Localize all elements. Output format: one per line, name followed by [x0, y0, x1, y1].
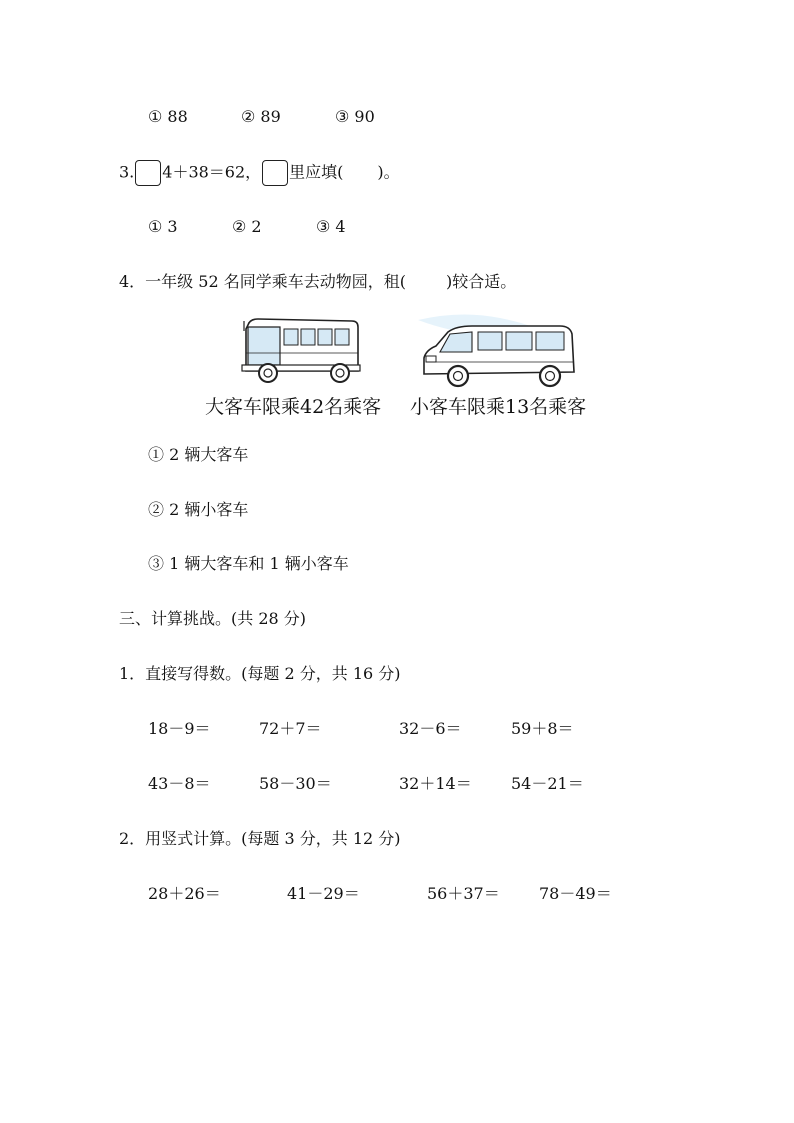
big-bus-icon — [240, 315, 365, 387]
q3-option-1: ① 3 — [148, 217, 178, 236]
oral-calc-item: 54－21＝ — [511, 774, 584, 793]
vertical-calc-item: 56＋37＝ — [427, 884, 500, 903]
oral-calc-item: 32－6＝ — [399, 719, 462, 738]
oral-calc-item: 43－8＝ — [148, 774, 211, 793]
q2-option-1: ① 88 — [148, 107, 188, 126]
oral-calc-item: 72＋7＝ — [259, 719, 322, 738]
oral-calc-item: 32＋14＝ — [399, 774, 472, 793]
q2-option-2: ② 89 — [241, 107, 281, 126]
q2-option-3: ③ 90 — [335, 107, 375, 126]
section3-title: 三、计算挑战。(共 28 分) — [119, 609, 307, 628]
q4-option-2: ② 2 辆小客车 — [148, 500, 249, 519]
q4-stem — [119, 270, 516, 294]
oral-calc-item: 58－30＝ — [259, 774, 332, 793]
q3-blank-box-1 — [135, 160, 161, 186]
small-bus-icon — [410, 312, 580, 392]
q3-option-3: ③ 4 — [316, 217, 346, 236]
vertical-calc-item: 78－49＝ — [539, 884, 612, 903]
q4-option-1: ① 2 辆大客车 — [148, 445, 249, 464]
q3-blank-box-2 — [262, 160, 288, 186]
q4-option-3: ③ 1 辆大客车和 1 辆小客车 — [148, 554, 349, 573]
q3-question-a: 里应填( — [289, 162, 344, 182]
q3-stem — [119, 160, 400, 184]
q4-stem-a: 4．一年级 52 名同学乘车去动物园，租( — [119, 272, 406, 291]
big-bus-caption: 大客车限乘42名乘客 — [205, 396, 382, 418]
vertical-calc-item: 28＋26＝ — [148, 884, 221, 903]
q4-stem-b: )较合适。 — [445, 272, 517, 291]
q3-equation: 4＋38＝62， — [162, 162, 262, 182]
q3-question-b: )。 — [377, 162, 400, 182]
q3-option-2: ② 2 — [232, 217, 262, 236]
vertical-calc-item: 41－29＝ — [287, 884, 360, 903]
q3-number: 3. — [119, 162, 135, 182]
section3-sub1: 1．直接写得数。(每题 2 分，共 16 分) — [119, 664, 401, 683]
oral-calc-item: 59＋8＝ — [511, 719, 574, 738]
oral-calc-item: 18－9＝ — [148, 719, 211, 738]
section3-sub2: 2．用竖式计算。(每题 3 分，共 12 分) — [119, 829, 401, 848]
small-bus-caption: 小客车限乘13名乘客 — [410, 396, 587, 418]
